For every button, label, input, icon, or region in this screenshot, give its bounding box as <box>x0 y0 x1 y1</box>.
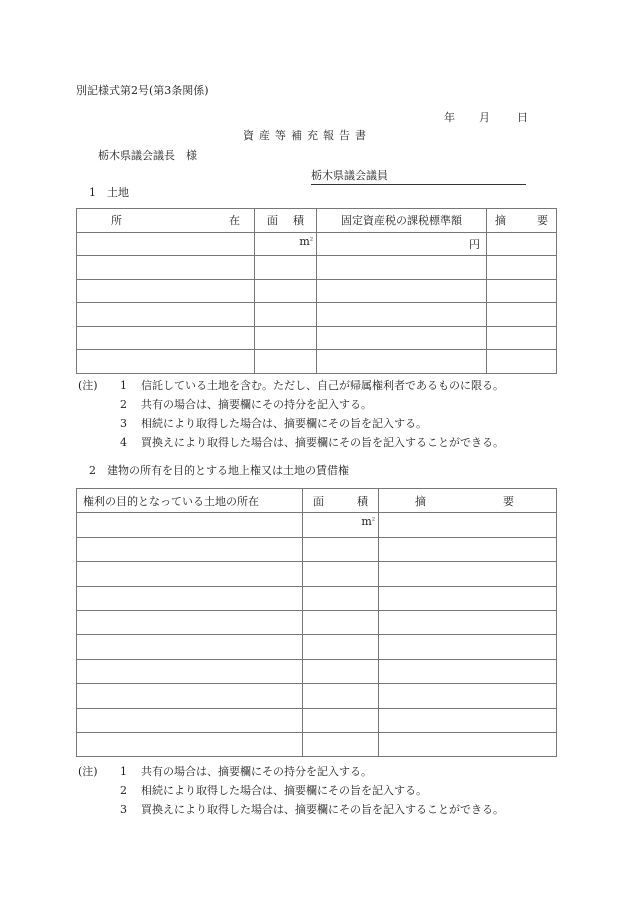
land-location-cell[interactable] <box>77 610 303 634</box>
remarks-cell[interactable] <box>487 326 557 350</box>
remarks-cell[interactable] <box>487 303 557 327</box>
signer-field[interactable]: 栃木県議会議員 <box>311 169 526 185</box>
area-unit-sup: 2 <box>371 516 375 523</box>
remarks-cell[interactable] <box>379 659 557 683</box>
tax-value-cell[interactable] <box>317 303 487 327</box>
header-tax-value: 固定資産税の課税標準額 <box>317 209 487 233</box>
date-day-label: 日 <box>517 111 528 124</box>
section-land-title: 1 土地 <box>89 186 129 199</box>
leasehold-notes <box>78 762 504 819</box>
land-table <box>76 208 557 374</box>
land-location-cell[interactable] <box>77 586 303 610</box>
date-year-label: 年 <box>444 111 455 124</box>
area-cell[interactable] <box>255 350 317 374</box>
land-table-header <box>77 209 557 233</box>
land-location-cell[interactable] <box>77 708 303 732</box>
form-label: 別記様式第2号(第3条関係) <box>76 84 209 97</box>
table-row <box>77 537 557 561</box>
area-cell[interactable] <box>303 586 379 610</box>
land-notes <box>78 376 504 452</box>
area-unit-sup: 2 <box>309 235 313 242</box>
header-location: 所 在 <box>77 209 255 233</box>
location-cell[interactable] <box>77 232 255 256</box>
tax-value-cell[interactable] <box>317 350 487 374</box>
tax-value-cell[interactable] <box>317 326 487 350</box>
section-leasehold-title: 2 建物の所有を目的とする地上権又は土地の賃借権 <box>89 464 349 477</box>
location-cell[interactable] <box>77 256 255 280</box>
location-cell[interactable] <box>77 326 255 350</box>
area-cell[interactable] <box>303 708 379 732</box>
location-cell[interactable] <box>77 350 255 374</box>
area-cell[interactable] <box>303 684 379 708</box>
note-lead: (注) <box>78 765 98 778</box>
area-cell[interactable] <box>303 635 379 659</box>
table-row <box>77 586 557 610</box>
table-row <box>77 635 557 659</box>
land-location-cell[interactable] <box>77 659 303 683</box>
area-unit: m <box>361 515 372 529</box>
header-area: 面 積 <box>255 209 317 233</box>
table-row <box>77 256 557 280</box>
table-row <box>77 659 557 683</box>
tax-value-cell[interactable] <box>317 279 487 303</box>
header-remarks: 摘 要 <box>487 209 557 233</box>
remarks-cell[interactable] <box>379 635 557 659</box>
remarks-cell[interactable] <box>487 350 557 374</box>
table-row <box>77 350 557 374</box>
remarks-cell[interactable] <box>487 256 557 280</box>
land-location-cell[interactable] <box>77 635 303 659</box>
remarks-cell[interactable] <box>379 732 557 756</box>
area-cell[interactable] <box>303 659 379 683</box>
header-area: 面 積 <box>303 489 379 513</box>
addressee: 栃木県議会議長 様 <box>98 149 197 162</box>
tax-value-cell[interactable] <box>317 232 487 256</box>
note-lead: (注) <box>78 379 98 392</box>
area-unit: m <box>299 234 310 248</box>
note-item: 2 相続により取得した場合は、摘要欄にその旨を記入する。 <box>120 784 427 797</box>
tax-unit: 円 <box>469 237 480 251</box>
note-item: (注) 1 共有の場合は、摘要欄にその持分を記入する。 <box>78 762 504 781</box>
land-location-cell[interactable] <box>77 732 303 756</box>
remarks-cell[interactable] <box>379 537 557 561</box>
table-row <box>77 684 557 708</box>
header-land-location: 権利の目的となっている土地の所在 <box>77 489 303 513</box>
date-line <box>444 111 528 125</box>
area-cell[interactable] <box>303 537 379 561</box>
tax-value-cell[interactable] <box>317 256 487 280</box>
area-cell[interactable] <box>255 303 317 327</box>
table-row <box>77 326 557 350</box>
remarks-cell[interactable] <box>379 708 557 732</box>
area-cell[interactable] <box>255 232 317 256</box>
remarks-cell[interactable] <box>379 586 557 610</box>
area-cell[interactable] <box>303 513 379 537</box>
table-row <box>77 708 557 732</box>
table-row <box>77 303 557 327</box>
land-location-cell[interactable] <box>77 537 303 561</box>
location-cell[interactable] <box>77 303 255 327</box>
land-location-cell[interactable] <box>77 684 303 708</box>
note-item: 4 買換えにより取得した場合は、摘要欄にその旨を記入することができる。 <box>120 436 504 449</box>
table-row <box>77 513 557 537</box>
area-cell[interactable] <box>255 256 317 280</box>
land-location-cell[interactable] <box>77 513 303 537</box>
area-cell[interactable] <box>255 326 317 350</box>
note-item: 2 共有の場合は、摘要欄にその持分を記入する。 <box>120 398 372 411</box>
remarks-cell[interactable] <box>379 684 557 708</box>
table-row <box>77 279 557 303</box>
remarks-cell[interactable] <box>379 610 557 634</box>
table-row <box>77 562 557 586</box>
location-cell[interactable] <box>77 279 255 303</box>
date-month-label: 月 <box>479 111 490 124</box>
area-cell[interactable] <box>303 562 379 586</box>
remarks-cell[interactable] <box>379 513 557 537</box>
remarks-cell[interactable] <box>487 279 557 303</box>
note-item: 3 買換えにより取得した場合は、摘要欄にその旨を記入することができる。 <box>120 803 504 816</box>
leasehold-table <box>76 488 557 757</box>
remarks-cell[interactable] <box>379 562 557 586</box>
area-cell[interactable] <box>303 610 379 634</box>
note-item: 3 相続により取得した場合は、摘要欄にその旨を記入する。 <box>120 417 427 430</box>
land-location-cell[interactable] <box>77 562 303 586</box>
area-cell[interactable] <box>303 732 379 756</box>
remarks-cell[interactable] <box>487 232 557 256</box>
table-row <box>77 610 557 634</box>
leasehold-table-header <box>77 489 557 513</box>
area-cell[interactable] <box>255 279 317 303</box>
table-row <box>77 732 557 756</box>
page-title: 資産等補充報告書 <box>243 129 371 142</box>
table-row <box>77 232 557 256</box>
header-remarks: 摘 要 <box>379 489 557 513</box>
note-item: (注) 1 信託している土地を含む。ただし、自己が帰属権利者であるものに限る。 <box>78 376 504 395</box>
